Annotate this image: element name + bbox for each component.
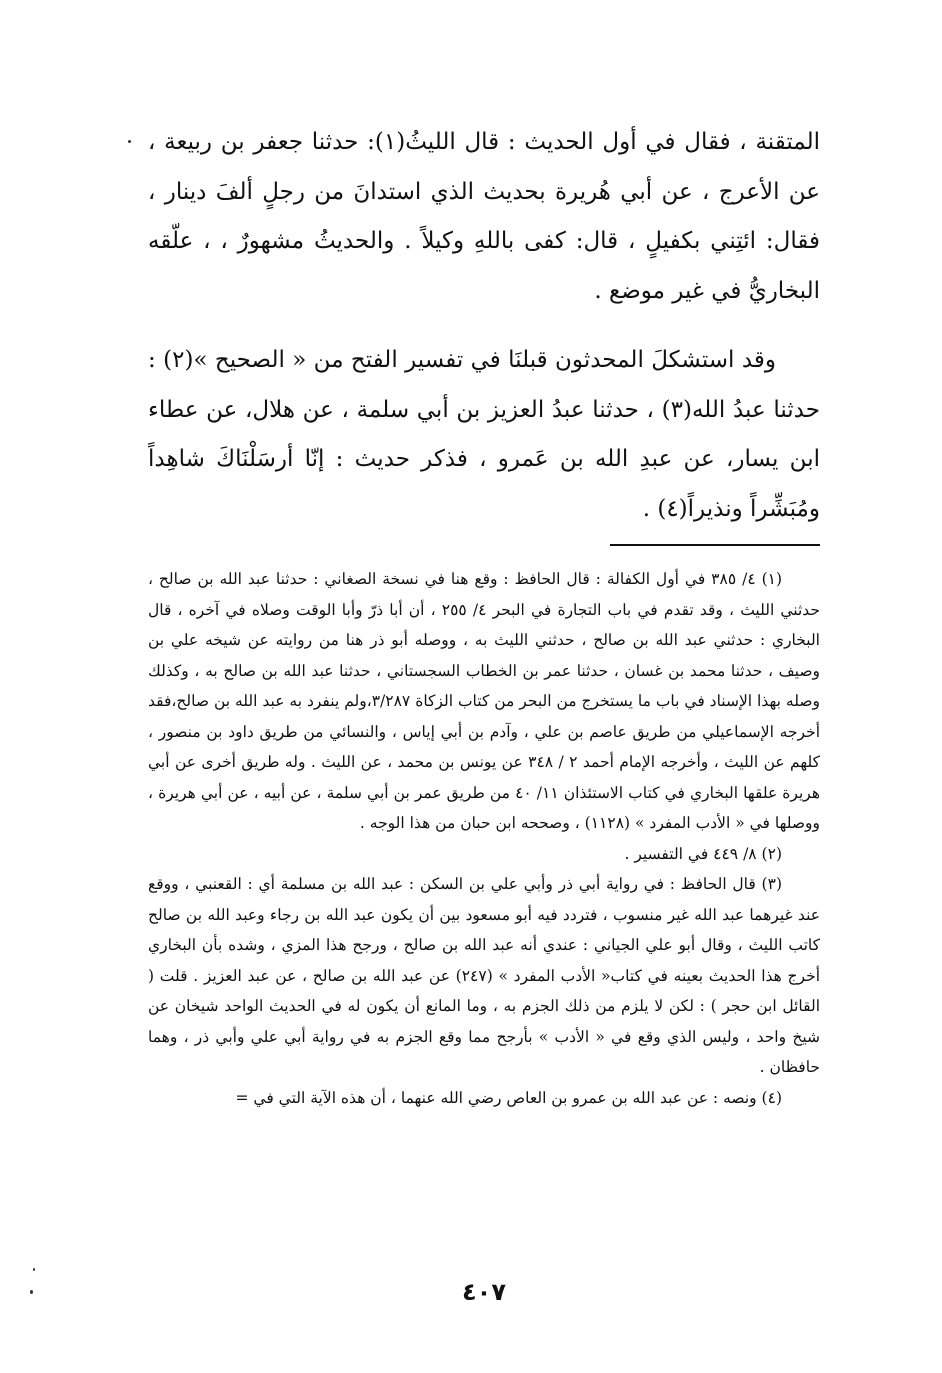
main-paragraph-1: المتقنة ، فقال في أول الحديث : قال الليثُ(١): حدثنا جعفر بن ربيعة ، عن الأعرج ، عن أبي هُريرة بحديث الذي استدانَ من رجلٍ ألفَ دينار ، فقال: ائتِني بكفيلٍ ، قال: كفى باللهِ وكيلاً . والحديثُ مشهورٌ ، ، علّقه البخاريُّ في غير موضع . [148,129,821,304]
scan-speck [33,1268,35,1271]
footnote-2: (٢) ٨/ ٤٤٩ في التفسير . [624,844,782,863]
main-paragraph-2: وقد استشكلَ المحدثون قبلنَا في تفسير الفتح من « الصحيح »(٢) : حدثنا عبدُ الله(٣) ، حدثنا عبدُ العزيز بن أبي سلمة ، عن هلال، عن عطاء ابن يسار، عن عبدِ الله بن عَمرو ، فذكر حديث : إنّا أرسَلْنَاكَ شاهِداً ومُبَشِّراً ونذيراً(٤) . [148,347,820,522]
main-text [148,118,820,534]
page-number: ٤٠٧ [462,1278,506,1306]
scan-speck [30,1290,33,1294]
footnote-4: (٤) ونصه : عن عبد الله بن عمرو بن العاص رضي الله عنهما ، أن هذه الآية التي في = [235,1088,782,1107]
footnote-3: (٣) قال الحافظ : في رواية أبي ذر وأبي علي بن السكن : عبد الله بن مسلمة أي : القعنبي ، ووقع عند غيرهما عبد الله غير منسوب ، فتردد فيه أبو مسعود بين أن يكون عبد الله بن رجاء وعبد الله بن صالح كاتب الليث ، وقال أبو علي الجياني : عندي أنه عبد الله بن صالح ، ورجح هذا المزي ، وشده بأن البخاري أخرج هذا الحديث بعينه في كتاب« الأدب المفرد » (٢٤٧) عن عبد الله بن صالح ، عن عبد العزيز . قلت ( القائل ابن حجر ) : لكن لا يلزم من ذلك الجزم به ، وما المانع أن يكون له في الحديث الواحد شيخان عن شيخ واحد ، وليس الذي وقع في « الأدب » بأرجح مما وقع الجزم به في رواية أبي علي وأبي ذر ، وهما حافظان . [148,875,820,1076]
footnote-1: (١) ٤/ ٣٨٥ في أول الكفالة : قال الحافظ : وقع هنا في نسخة الصغاني : حدثنا عبد الله بن صالح ، حدثني الليث ، وقد تقدم في باب التجارة في البحر ٤/ ٢٥٥ ، أن أبا ذرّ وأبا الوقت وصلاه في آخره ، قال البخاري : حدثني عبد الله بن صالح ، حدثني الليث به ، ووصله أبو ذر هنا من روايته عن شيخه علي بن وصيف ، حدثنا محمد بن غسان ، حدثنا عمر بن الخطاب السجستاني ، حدثنا عبد الله بن صالح به ، وكذلك وصله بهذا الإسناد في باب ما يستخرج من البحر من كتاب الزكاة ٣/٢٨٧،ولم ينفرد به عبد الله بن صالح،فقد أخرجه الإسماعيلي من طريق عاصم بن علي ، وآدم بن أبي إياس ، والنسائي من طريق داود بن منصور ، كلهم عن الليث ، وأخرجه الإمام أحمد ٢ / ٣٤٨ عن يونس بن محمد ، عن الليث . وله طريق أخرى عن أبي هريرة علقها البخاري في كتاب الاستئذان ١١/ ٤٠ من طريق عمر بن أبي سلمة ، عن أبيه ، عن أبي هريرة ، ووصلها في « الأدب المفرد » (١١٢٨) ، وصححه ابن حبان من هذا الوجه . [148,570,821,832]
footnotes [148,564,820,1113]
scan-speck [128,140,131,143]
footnote-divider [610,544,820,546]
book-page [148,118,820,1318]
